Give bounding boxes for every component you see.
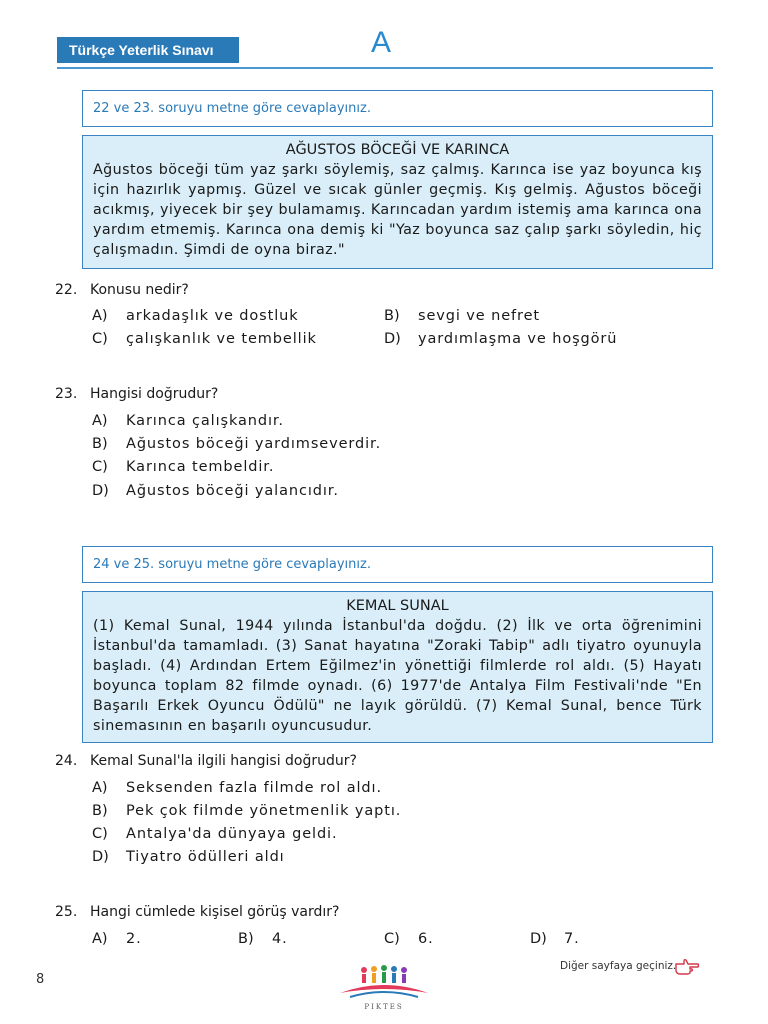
instruction-text-2: 24 ve 25. soruyu metne göre cevaplayınız. (93, 557, 371, 572)
question-number: 22. (55, 282, 78, 298)
header-divider (57, 67, 713, 69)
reading-body-1: Ağustos böceği tüm yaz şarkı söylemiş, saz çalmış. Karınca ise yaz boyunca kış için hazırlık yapmış. Güzel ve sıcak günler geçmiş. Kış gelmiş. Ağustos böceği acıkmış, yiyecek bir şey bulamamış. Karıncadan yardım istemiş ama karınca ona yardım etmemiş. Karınca ona demiş ki "Yaz boyunca saz çalıp şarkı söyledin, hiç çalışmadın. Şimdi de oyna biraz." (93, 162, 702, 258)
option-24-a[interactable]: A) Seksenden fazla filmde rol aldı. (92, 780, 382, 796)
question-24 (55, 751, 357, 771)
option-25-b[interactable]: B) 4. (238, 931, 288, 947)
question-text: Hangi cümlede kişisel görüş vardır? (90, 904, 340, 920)
reading-body-2: (1) Kemal Sunal, 1944 yılında İstanbul'da doğdu. (2) İlk ve orta öğrenimini İstanbul'da tamamladı. (3) Sanat hayatına "Zoraki Tabip" adlı tiyatro oyunuyla başladı. (4) Ardından Ertem Eğilmez'in yönettiği filmlerde rol aldı. (5) Hayatı boyunca toplam 82 filmde oynadı. (6) 1977'de Antalya Film Festivali'nde "En Başarılı Erkek Oyuncu Ödülü" ne layık görüldü. (7) Kemal Sunal, bence Türk sinemasının en başarılı oyuncusudur. (93, 618, 702, 734)
option-23-b[interactable]: B) Ağustos böceği yardımseverdir. (92, 436, 382, 452)
booklet-letter: A (370, 26, 391, 59)
instruction-text-1: 22 ve 23. soruyu metne göre cevaplayınız. (93, 101, 371, 116)
option-22-c[interactable]: C) çalışkanlık ve tembellik (92, 331, 317, 347)
option-23-a[interactable]: A) Karınca çalışkandır. (92, 413, 284, 429)
logo-text: PIKTES (364, 1003, 404, 1011)
question-22 (55, 280, 189, 300)
reading-text-box-1 (82, 135, 713, 269)
question-number: 25. (55, 904, 78, 920)
page-number: 8 (36, 972, 45, 987)
question-25 (55, 902, 339, 922)
question-number: 23. (55, 386, 78, 402)
question-number: 24. (55, 753, 78, 769)
option-22-b[interactable]: B) sevgi ve nefret (384, 308, 540, 324)
instruction-box-1 (82, 90, 713, 127)
question-text: Hangisi doğrudur? (90, 386, 219, 402)
option-23-d[interactable]: D) Ağustos böceği yalancıdır. (92, 483, 339, 499)
reading-title-1: AĞUSTOS BÖCEĞİ VE KARINCA (285, 142, 510, 158)
option-23-c[interactable]: C) Karınca tembeldir. (92, 459, 275, 475)
option-22-a[interactable]: A) arkadaşlık ve dostluk (92, 308, 299, 324)
question-text: Kemal Sunal'la ilgili hangisi doğrudur? (90, 753, 357, 769)
option-25-a[interactable]: A) 2. (92, 931, 142, 947)
next-page-note: Diğer sayfaya geçiniz. (560, 960, 677, 972)
option-24-d[interactable]: D) Tiyatro ödülleri aldı (92, 849, 285, 865)
reading-text-box-2 (82, 591, 713, 743)
question-text: Konusu nedir? (90, 282, 189, 298)
option-25-c[interactable]: C) 6. (384, 931, 434, 947)
option-25-d[interactable]: D) 7. (530, 931, 580, 947)
instruction-box-2 (82, 546, 713, 583)
option-24-b[interactable]: B) Pek çok filmde yönetmenlik yaptı. (92, 803, 402, 819)
option-22-d[interactable]: D) yardımlaşma ve hoşgörü (384, 331, 618, 347)
option-24-c[interactable]: C) Antalya'da dünyaya geldi. (92, 826, 338, 842)
pointing-hand-icon (674, 956, 700, 976)
exam-title-badge: Türkçe Yeterlik Sınavı (57, 37, 239, 63)
question-23 (55, 384, 218, 404)
reading-title-2: KEMAL SUNAL (346, 598, 449, 614)
